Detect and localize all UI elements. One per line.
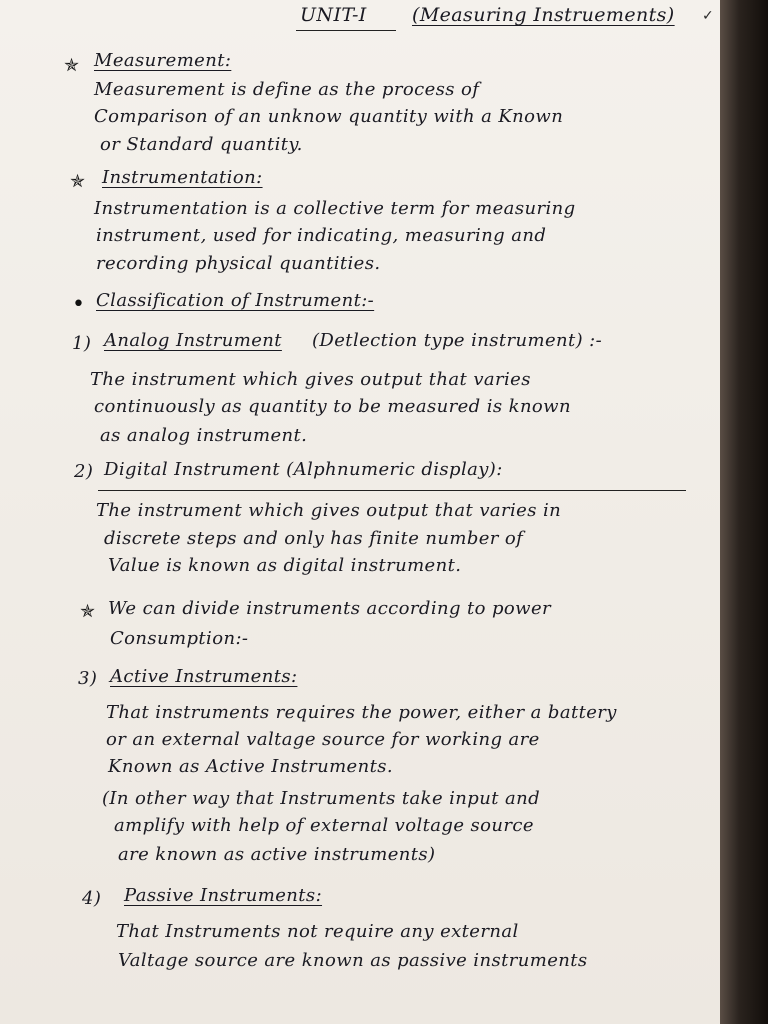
- active-line-2: or an external valtage source for working are: [106, 729, 540, 750]
- passive-number: 4): [82, 888, 102, 909]
- unit-title: UNIT-I: [300, 4, 367, 26]
- active-line-5: amplify with help of external voltage source: [114, 815, 534, 836]
- analog-number: 1): [72, 333, 92, 354]
- classification-heading: Classification of Instrument:-: [96, 290, 375, 311]
- analog-subheading: (Detlection type instrument) :-: [312, 330, 603, 351]
- analog-line-2: continuously as quantity to be measured is known: [94, 396, 571, 417]
- bullet-marker-icon: •: [72, 292, 85, 317]
- instrumentation-line-2: instrument, used for indicating, measuring and: [96, 225, 547, 246]
- active-line-1: That instruments requires the power, either a battery: [106, 702, 617, 723]
- measurement-heading: Measurement:: [94, 50, 232, 71]
- star-marker-icon: ✯: [80, 601, 96, 622]
- active-line-6: are known as active instruments): [118, 844, 436, 865]
- star-marker-icon: ✯: [64, 55, 80, 76]
- corner-arrow-icon: ✓: [702, 8, 714, 24]
- passive-line-2: Valtage source are known as passive instruments: [118, 950, 588, 971]
- subject-title: (Measuring Instruements): [412, 4, 675, 26]
- digital-number: 2): [74, 461, 94, 482]
- power-line-1: We can divide instruments according to power: [108, 598, 552, 619]
- unit-underline: [296, 30, 396, 31]
- active-line-4: (In other way that Instruments take input and: [102, 788, 541, 809]
- instrumentation-heading: Instrumentation:: [102, 167, 263, 188]
- active-number: 3): [78, 668, 98, 689]
- passive-line-1: That Instruments not require any external: [116, 921, 519, 942]
- measurement-line-3: or Standard quantity.: [100, 134, 303, 155]
- digital-line-1: The instrument which gives output that varies in: [96, 500, 562, 521]
- measurement-line-2: Comparison of an unknow quantity with a Known: [94, 106, 564, 127]
- digital-line-2: discrete steps and only has finite number of: [104, 528, 524, 549]
- star-marker-icon: ✯: [70, 171, 86, 192]
- digital-line-3: Value is known as digital instrument.: [108, 555, 462, 576]
- active-line-3: Known as Active Instruments.: [108, 756, 393, 777]
- instrumentation-line-3: recording physical quantities.: [96, 253, 381, 274]
- measurement-line-1: Measurement is define as the process of: [94, 79, 480, 100]
- analog-line-3: as analog instrument.: [100, 425, 308, 446]
- digital-heading-underline: [98, 490, 686, 491]
- power-line-2: Consumption:-: [110, 628, 249, 649]
- page-edge-shadow: [720, 0, 768, 1024]
- analog-line-1: The instrument which gives output that varies: [90, 369, 531, 390]
- instrumentation-line-1: Instrumentation is a collective term for measuring: [94, 198, 576, 219]
- active-heading: Active Instruments:: [110, 666, 298, 687]
- analog-heading: Analog Instrument: [104, 330, 282, 351]
- passive-heading: Passive Instruments:: [124, 885, 323, 906]
- digital-heading: Digital Instrument (Alphnumeric display):: [104, 459, 503, 480]
